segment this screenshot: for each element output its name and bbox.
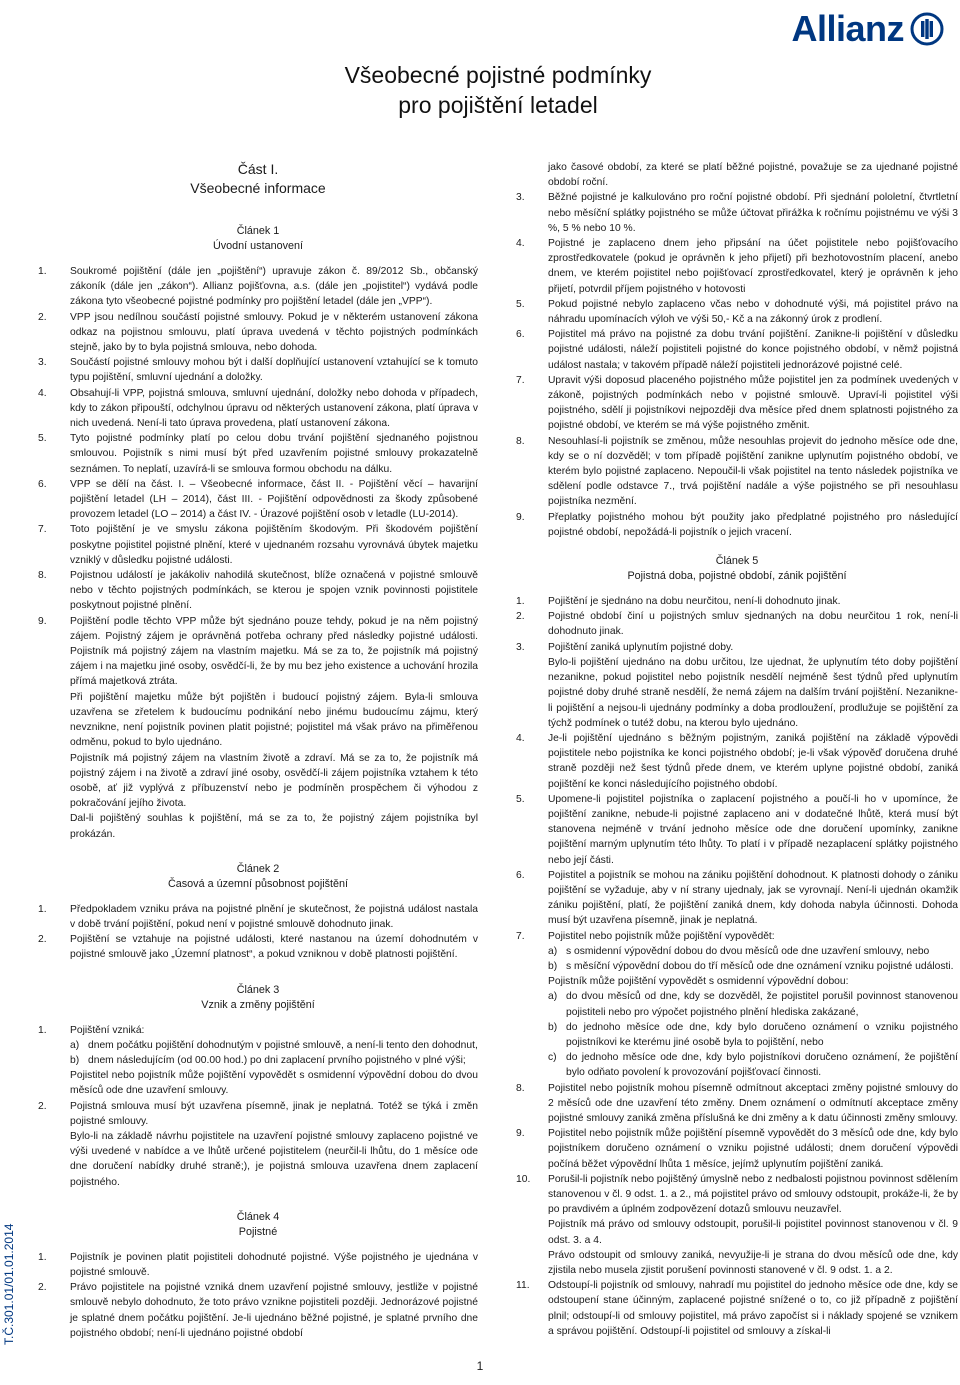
allianz-logo bbox=[791, 8, 944, 50]
list-item: 9. Pojištění podle těchto VPP může být sjednáno pouze tehdy, pokud je na něm pojistný zájem. Pojistný zájem je oprávněná potřeba ochrany před následky pojistné události. Pojistník má pojistný zájem na vlastním majetku. Má se za to, že pojistník má pojistný zájem i na majetku jiné osoby, osvědčí-li, že by mu bez jeho existence a uchování hrozila přímá majetková ztráta. bbox=[38, 615, 478, 688]
logo-wordmark: Allianz bbox=[791, 8, 904, 49]
article-5-number: Článek 5 bbox=[715, 555, 759, 568]
sublist-item: c) do jednoho měsíce ode dne, kdy bylo pojistníkovi doručeno oznámení, že pojištění bylo odňato povolení k provozování pojišťovací činnosti. bbox=[548, 1052, 958, 1079]
paragraph: Bylo-li pojištění ujednáno na dobu určitou, lze ujednat, že uplynutím této doby pojištění nezanikne, pokud pojistitel nebo pojistník nesdělí nejméně šest týdnů před uplynutím pojistné doby druhé straně nesdělí, že nemá zájem na dalším trvání pojištění. Nezanikne-li pojištění a nejsou-li ujednány podmínky a doba prodloužení, prodlužuje se pojištění za týchž podmínek o tutéž dobu, na kterou bylo ujednáno. bbox=[548, 656, 958, 729]
allianz-eagle-icon bbox=[910, 12, 944, 46]
list-item: 4. Pojistné je zaplaceno dnem jeho připsání na účet pojistitele nebo pojišťovacího zprostředkovatele (pokud je oprávněn k jeho přijetí) při bezhotovostním placení, anebo dnem, ve kterém pojistitel nebo pojišťovací zprostředkovatel, který je oprávněn k jeho přijetí, potvrdil příjem pojistného v hotovosti bbox=[516, 238, 958, 295]
list-item: 2. Pojistná smlouva musí být uzavřena písemně, jinak je neplatná. Totéž se týká i změn pojistné smlouvy. bbox=[38, 1100, 478, 1127]
list-item: 5. Pokud pojistné nebylo zaplaceno včas nebo v dohodnuté výši, má pojistitel právo na náhradu upomínacích výloh ve výši 50,- Kč a na zákonný úrok z prodlení. bbox=[516, 298, 958, 326]
list-item: 9. Pojistitel nebo pojistník může pojištění písemně vypovědět do 3 měsíců ode dne, kdy bylo pojistníkem doručeno oznámení o vzniku pojistné události; dnem doručení výpovědi počíná běžet výpovědní lhůta 1 měsíce, jejímž uplynutím pojištění zaniká. bbox=[516, 1128, 958, 1170]
list-item: 11. Odstoupí-li pojistník od smlouvy, nahradí mu pojistitel do jednoho měsíce ode dne, kdy se odstoupení stane účinným, zaplacené pojistné snížené o to, co již případně z pojištění plnil; odstoupí-li od smlouvy pojistitel, má právo započíst si i náklady spojené se vznikem a správou pojištění. Odstoupí-li pojistitel od smlouvy a získal-li bbox=[516, 1280, 958, 1337]
list-item: 7. Upravit výši doposud placeného pojistného může pojistitel jen za podmínek uvedených v zákoně, pojistných podmínkách nebo v pojistné smlouvě. Upraví-li pojistitel výši pojistného, sdělí ji pojistníkovi nejpozději dva měsíce před dnem splatnosti pojistného za pojistné období, ve kterém se má výše pojistného změnit. bbox=[516, 374, 958, 432]
sublist-item: a) s osmidenní výpovědní dobou do dvou měsíců ode dne uzavření smlouvy, nebo bbox=[548, 945, 930, 957]
list-item: 4. Je-li pojištění ujednáno s běžným pojistným, zaniká pojištění na základě výpovědi pojistitele nebo pojistníka ke konci pojistného období; je-li však výpověď doručena druhé straně později než šest týdnů přede dnem, ve kterém uplyne pojistné období, zaniká pojištění ke konci následujícího pojistného období. bbox=[516, 732, 958, 790]
sublist-item: a) dnem počátku pojištění dohodnutým v pojistné smlouvě, a není-li tento den dohodnut, bbox=[70, 1039, 478, 1051]
list-item: 1. Předpokladem vzniku práva na pojistné plnění je skutečnost, že pojistná událost nastala v době trvání pojištění, pokud není v pojistné smlouvě dohodnuto jinak. bbox=[38, 903, 478, 930]
sublist-item: b) dnem následujícím (od 00.00 hod.) po dni zaplacení prvního pojistného v plné výši; bbox=[70, 1054, 466, 1066]
left-column bbox=[38, 160, 478, 1341]
article-3-heading bbox=[38, 983, 478, 1013]
article-2-name: Časová a územní působnost pojištění bbox=[167, 877, 349, 890]
article-3-items bbox=[38, 1023, 478, 1190]
right-column bbox=[516, 160, 958, 1339]
list-item: 8. Pojistitel nebo pojistník mohou písemně odmítnout akceptaci změny pojistné smlouvy do 2 měsíců ode dne uzavření této změny. Dnem oznámení o odmítnutí akceptace změny pojistné smlouvy zaniká změna příslušná ke dni změny a k datu účinnosti změny smlouvy. bbox=[516, 1082, 958, 1124]
list-item: 7. Toto pojištění je ve smyslu zákona pojištěním škodovým. Při škodovém pojištění poskytne pojistitel pojistné plnění, které v ujednaném rozsahu vyrovnává úbytek majetku vzniklý v důsledku pojistné události. bbox=[38, 524, 478, 566]
list-item: 6. VPP se dělí na část. I. – Všeobecné informace, část II. - Pojištění věcí – havarijní pojištění letadel (LH – 2014), část III. - Pojištění odpovědnosti za škody způsobené provozem letadel (LO – 2014) a část IV. - Úrazové pojištění osob v letadle (LU-2014). bbox=[38, 478, 478, 521]
list-item: 6. Pojistitel a pojistník se mohou na zániku pojištění dohodnout. K platnosti dohody o zániku pojištění se vyžaduje, aby v ní strany ujednaly, jak se vyrovnají. Není-li ujednán okamžik zániku pojištění, platí, že pojištění zaniká dnem, kdy dohoda nabyla účinnosti. Dohoda musí být uzavřena písemně, jinak je neplatná. bbox=[516, 869, 958, 927]
list-item: 8. Pojistnou událostí je jakákoliv nahodilá skutečnost, blíže označená v pojistné smlouvě nebo v těchto pojistných podmínkách, se kterou je spojen vznik povinnosti pojistitele poskytnout pojistné plnění. bbox=[38, 570, 478, 612]
article-5-heading bbox=[516, 554, 958, 584]
article-2-number: Článek 2 bbox=[236, 862, 280, 875]
article-5-name: Pojistná doba, pojistné období, zánik pojištění bbox=[627, 570, 847, 583]
article-1-name: Úvodní ustanovení bbox=[212, 240, 304, 252]
paragraph: Pojistník má právo od smlouvy odstoupit, porušil-li pojistitel povinnost stanovenou v čl. 9 odst. 3. a 4. bbox=[548, 1219, 958, 1246]
article-2-heading bbox=[38, 862, 478, 892]
article-4-name: Pojistné bbox=[238, 1225, 278, 1238]
list-item: 2. Právo pojistitele na pojistné vzniká dnem uzavření pojistné smlouvy, jestliže v pojistné smlouvě nebylo dohodnuto, že toto právo vznikne pojistiteli později. Jednorázové pojistné je splatné dnem počátku pojištění. Je-li ujednáno běžné pojistné, je splatné prvního dne pojistného období; není-li ujednáno pojistné období bbox=[38, 1282, 478, 1339]
list-item: 6. Pojistitel má právo na pojistné za dobu trvání pojištění. Zanikne-li pojištění v důsledku pojistné události, náleží pojistiteli pojistné do konce pojistného období, v němž pojistná událost nastala; v takovém případě náleží pojistiteli jednorázové pojistné celé. bbox=[516, 329, 958, 371]
list-item: 5. Tyto pojistné podmínky platí po celou dobu trvání pojištění sjednaného pojistnou smlouvou. Pojistník s nimi musí být před uzavřením pojistné smlouvy prokazatelně seznámen. To neplatí, uzavírá-li se smlouva formou obchodu na dálku. bbox=[38, 433, 478, 475]
title-line-2: pro pojištění letadel bbox=[398, 92, 598, 118]
list-item: 8. Nesouhlasí-li pojistník se změnou, může nesouhlas projevit do jednoho měsíce ode dne, kdy se o ní dozvěděl; v tom případě pojištění zanikne uplynutím pojistného období, ve kterém bylo pojistné zaplaceno. Nepoučil-li však pojistitel na tento následek pojistníka ve sdělení podle odstavce 7., trvá pojištění nadále a výše pojistného se při nesouhlasu pojistníka nezmění. bbox=[516, 435, 958, 508]
paragraph: Pojistník může pojištění vypovědět s osmidenní výpovědní dobou: bbox=[548, 976, 849, 988]
title-line-1: Všeobecné pojistné podmínky bbox=[344, 62, 652, 88]
article-2-items bbox=[38, 902, 478, 963]
list-item: 3. Pojištění zaniká uplynutím pojistné doby. bbox=[516, 641, 734, 653]
part-1-name: Všeobecné informace bbox=[190, 180, 326, 196]
article-3-number: Článek 3 bbox=[236, 983, 280, 996]
list-item: 5. Upomene-li pojistitel pojistníka o zaplacení pojistného a poučí-li ho v upomínce, že pojištění zanikne, nebude-li pojistné zaplaceno ani v dodatečné lhůtě, která musí být stanovena nejméně v trvání jednoho měsíce ode dne doručení upomínky, zanikne pojištění marným uplynutím této lhůty. To platí i v případě nezaplacení splátky pojistného nebo její části. bbox=[516, 793, 958, 866]
article-4-items-continued bbox=[516, 190, 958, 540]
paragraph: jako časové období, za které se platí běžné pojistné, považuje se za ujednané pojistné období roční. bbox=[548, 162, 958, 189]
article-3-name: Vznik a změny pojištění bbox=[201, 998, 315, 1011]
list-item: 10. Porušil-li pojistník nebo pojištěný úmyslně nebo z nedbalosti pojistnou povinnost sdělením stanovenou v čl. 9 odst. 1. a 2., má pojistitel právo od smlouvy odstoupit, prokáže-li, že by po pravdivém a úplném zodpovězení dotazů smlouvu neuzavřel. bbox=[516, 1173, 958, 1216]
list-item: 4. Obsahují-li VPP, pojistná smlouva, smluvní ujednání, doložky nebo dohoda v případech, kdy to zákon připouští, odchylnou úpravu od některých ustanovení zákona, platí úprava v nich uvedená. Není-li tato úprava provedena, platí ustanovení zákona. bbox=[38, 387, 478, 430]
list-item: 2. Pojištění se vztahuje na pojistné události, které nastanou na území dohodnutém v pojistné smlouvě jako „Územní platnost“, a pokud vzniknou v době platnosti pojištění. bbox=[38, 934, 478, 961]
list-item: 2. VPP jsou nedílnou součástí pojistné smlouvy. Pokud je v některém ustanovení zákona odkaz na pojistnou smlouvu, platí úprava uvedená v těchto pojistných podmínkách stejně, jako by to byla pojistná smlouva, nebo dohoda. bbox=[38, 311, 478, 354]
article-1-number: Článek 1 bbox=[236, 225, 280, 237]
paragraph: Pojistník má pojistný zájem na vlastním životě a zdraví. Má se za to, že pojistník má pojistný zájem i na životě a zdraví jiné osoby, osvědčí-li zájem pojistníka vztahem k této osobě, ať již vyplývá z příbuzenství nebo je podmíněn prospěchem či výhodou z pokračování jejího života. bbox=[70, 752, 478, 810]
list-item: 1. Pojištění je sjednáno na dobu neurčitou, není-li dohodnuto jinak. bbox=[516, 596, 841, 608]
list-item: 1. Pojištění vzniká: bbox=[38, 1024, 145, 1036]
paragraph: Při pojištění majetku může být pojištěn i budoucí pojistný zájem. Byla-li smlouva uzavřena se zřetelem k budoucímu podnikání nebo jinému budoucímu zájmu, který nevznikne, není pojistník povinen platit pojistné; pojistitel má však právo na přiměřenou odměnu, pokud to bylo ujednáno. bbox=[70, 691, 478, 749]
sublist bbox=[516, 989, 958, 1080]
sublist-item: b) do jednoho měsíce ode dne, kdy bylo doručeno oznámení o vzniku pojistného pojistníkovi ke kterému jiné osobě byla to pojištění, nebo bbox=[548, 1021, 958, 1048]
article-5-items bbox=[516, 594, 958, 1339]
article-4-items bbox=[38, 1250, 478, 1341]
list-item: 7. Pojistitel nebo pojistník může pojištění vypovědět: bbox=[516, 930, 775, 942]
list-item: 2. Pojistné období činí u pojistných smluv sjednaných na dobu neurčitou 1 rok, není-li dohodnuto jinak. bbox=[516, 611, 958, 638]
sublist-item: b) s měsíční výpovědní dobou do tří měsíců ode dne oznámení vzniku pojistné události. bbox=[548, 960, 954, 972]
sublist bbox=[516, 944, 958, 974]
document-title bbox=[0, 60, 960, 120]
paragraph: Pojistitel nebo pojistník může pojištění vypovědět s osmidenní výpovědní dobou do dvou měsíců ode dne uzavření smlouvy. bbox=[70, 1070, 478, 1097]
paragraph: Dal-li pojištěný souhlas k pojištění, má se za to, že pojistný zájem pojistníka byl prokázán. bbox=[70, 813, 478, 840]
paragraph: Právo odstoupit od smlouvy zaniká, nevyužije-li je strana do dvou měsíců ode dne, kdy zjistila nebo musela zjistit porušení povinnosti stanovené v čl. 9 odst. 1. a 2. bbox=[548, 1249, 958, 1277]
sublist bbox=[38, 1038, 478, 1068]
sublist-item: a) do dvou měsíců od dne, kdy se dozvěděl, že pojistitel porušil povinnost stanovenou pojistiteli nebo pro výpočet pojistného plnění hlediska zakázané, bbox=[548, 991, 958, 1018]
paragraph: Bylo-li na základě návrhu pojistitele na uzavření pojistné smlouvy zaplaceno pojistné ve výši uvedené v nabídce a ve lhůtě určené pojistitelem (neurčil-li lhůtu, do 1 měsíce ode dne doručení nabídky druhé straně;), je pojistná smlouva uzavřena dnem zaplacení pojistného. bbox=[70, 1130, 478, 1188]
article-4-number: Článek 4 bbox=[236, 1210, 280, 1223]
list-item: 1. Soukromé pojištění (dále jen „pojištění“) upravuje zákon č. 89/2012 Sb., občanský zákoník (dále jen „zákon“). Allianz pojišťovna, a.s. (dále jen „pojistitel“) vydává podle zákona tyto všeobecné pojistné podmínky pro pojištění letadel (dále jen „VPP“). bbox=[38, 266, 478, 308]
document-code bbox=[2, 1105, 18, 1345]
list-item: 9. Přeplatky pojistného mohou být použity jako předplatné pojistného pro následující pojistné období, nepožádá-li pojistník o jejich vracení. bbox=[516, 511, 958, 538]
page-number: 1 bbox=[476, 1359, 484, 1373]
article-1-heading bbox=[38, 224, 478, 254]
list-item: 1. Pojistník je povinen platit pojistiteli dohodnuté pojistné. Výše pojistného je ujednána v pojistné smlouvě. bbox=[38, 1251, 478, 1278]
list-item: 3. Běžné pojistné je kalkulováno pro roční pojistné období. Při sjednání pololetní, čtvrtletní nebo měsíční splátky pojistného se může účtovat přirážka k ročnímu pojistnému ve výši 3 %, 5 % nebo 10 %. bbox=[516, 192, 958, 234]
list-item: 3. Součástí pojistné smlouvy mohou být i další doplňující ustanovení vztahující se k tomuto typu pojištění, smluvní ujednání a doložky. bbox=[38, 357, 478, 384]
document-code-text: T.Č.301.01/01.01.2014 bbox=[2, 1223, 16, 1345]
article-4-heading bbox=[38, 1210, 478, 1240]
article-1-items bbox=[38, 264, 478, 842]
part-1-number: Část I. bbox=[237, 161, 279, 177]
